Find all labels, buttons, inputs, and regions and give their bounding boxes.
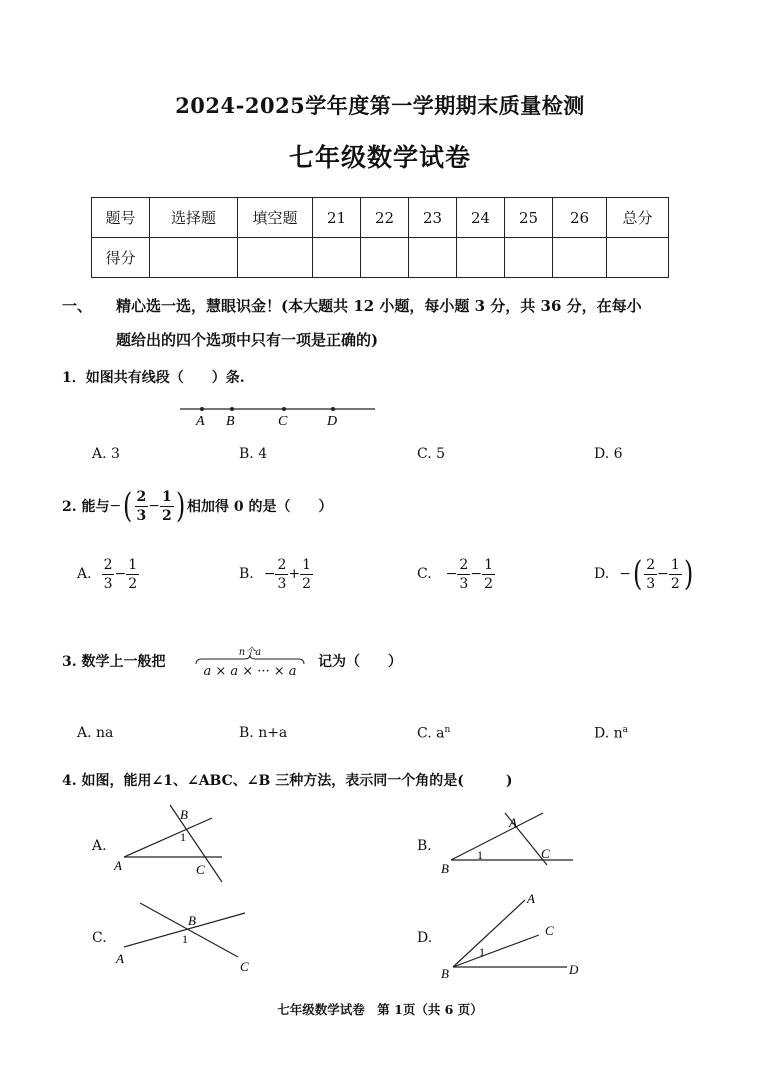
svg-text:A: A (114, 858, 122, 873)
q1-label-a: A (196, 414, 205, 429)
q4-option-a-label[interactable]: A. (92, 838, 107, 854)
score-cell: 26 (553, 198, 607, 238)
q4-option-c-label[interactable]: C. (92, 930, 107, 946)
score-input-cell[interactable] (409, 238, 457, 278)
svg-text:C: C (541, 846, 550, 861)
page-footer: 七年级数学试卷 第 1页（共 6 页） (277, 1002, 483, 1017)
q2-fraction-2-3: $\frac{2}{3}$ (136, 488, 147, 524)
svg-text:B: B (441, 966, 449, 980)
svg-text:A: A (116, 951, 124, 966)
q2-option-b[interactable]: B. − $\frac{2}{3}$ + $\frac{1}{2}$ (239, 556, 312, 592)
svg-text:C: C (545, 923, 554, 938)
q3-option-d[interactable]: D. $n^a$ (594, 725, 629, 742)
q3-suffix: 记为（ ） (318, 654, 402, 670)
q3-option-a[interactable]: A. na (77, 725, 114, 741)
q2-left-paren: ( (123, 486, 133, 526)
score-input-cell[interactable] (361, 238, 409, 278)
score-input-cell[interactable] (553, 238, 607, 278)
q3-option-b[interactable]: B. n+a (239, 725, 288, 741)
section-instruction-line1: 精心选一选，慧眼识金！(本大题共 12 小题，每小题 3 分，共 36 分，在每小 (116, 297, 642, 315)
svg-text:C: C (196, 862, 205, 877)
score-input-cell[interactable] (505, 238, 553, 278)
score-cell: 25 (505, 198, 553, 238)
q3-product-expression: a × a × ··· × a (203, 664, 297, 679)
q2-suffix: 相加得 0 的是（ ） (187, 499, 333, 515)
svg-text:D: D (569, 962, 579, 977)
svg-text:1: 1 (182, 932, 188, 946)
q1-option-d[interactable]: D. 6 (594, 446, 623, 462)
q4-figure-d (435, 888, 585, 980)
score-table-score-row (92, 238, 669, 278)
q2-prefix: 2. 能与 (62, 499, 110, 515)
svg-text:1: 1 (180, 830, 186, 844)
q1-point-d (331, 407, 335, 411)
q3-brace-label: n个a (238, 647, 262, 658)
svg-text:1: 1 (479, 945, 485, 959)
question-2-stem: 2. 能与 − ( $\frac{2}{3}$ − $\frac{1}{2}$ ) 相加得 0 的是（ ） (62, 486, 333, 526)
exam-subtitle: 七年级数学试卷 (288, 143, 471, 172)
q1-point-c (282, 407, 286, 411)
q4-figure-b (435, 805, 580, 877)
q1-point-b (230, 407, 234, 411)
svg-text:B: B (441, 861, 449, 876)
score-input-cell[interactable] (150, 238, 238, 278)
score-input-cell[interactable] (457, 238, 505, 278)
q1-option-c[interactable]: C. 5 (417, 446, 446, 462)
score-cell: 22 (361, 198, 409, 238)
question-4-stem: 4. 如图，能用∠1、∠ABC、∠B 三种方法，表示同一个角的是( ) (62, 773, 513, 789)
score-table (91, 197, 669, 278)
score-cell: 选择题 (150, 198, 238, 238)
score-cell: 填空题 (238, 198, 313, 238)
section-instruction-line2: 题给出的四个选项中只有一项是正确的) (116, 331, 379, 349)
q2-minus-sign: − (109, 498, 122, 514)
q1-option-a[interactable]: A. 3 (92, 446, 120, 462)
q1-segment-figure (175, 400, 380, 430)
svg-text:B: B (180, 807, 188, 822)
q3-option-c[interactable]: C. $a^n$ (417, 725, 451, 742)
score-table-header-row (92, 198, 669, 238)
score-cell: 总分 (607, 198, 669, 238)
section-number: 一、 (62, 297, 93, 315)
q4-figure-a (110, 802, 240, 884)
q1-point-a (200, 407, 204, 411)
q1-option-b[interactable]: B. 4 (239, 446, 268, 462)
svg-text:A: A (509, 815, 517, 830)
q2-option-a[interactable]: A. $\frac{2}{3}$ − $\frac{1}{2}$ (77, 556, 138, 592)
q2-fraction-1-2: $\frac{1}{2}$ (161, 488, 172, 524)
score-input-cell[interactable] (607, 238, 669, 278)
q4-figure-c (110, 895, 255, 977)
q2-right-paren: ) (175, 486, 186, 526)
q3-prefix: 3. 数学上一般把 (62, 654, 166, 670)
q4-option-b-label[interactable]: B. (417, 838, 432, 854)
score-cell: 得分 (92, 238, 150, 278)
q4-option-d-label[interactable]: D. (417, 930, 433, 946)
svg-text:B: B (188, 913, 196, 928)
q2-option-d[interactable]: D. − ( $\frac{2}{3}$ − $\frac{1}{2}$ ) (594, 554, 694, 594)
svg-text:A: A (527, 891, 535, 906)
q1-label-b: B (226, 414, 235, 429)
score-cell: 24 (457, 198, 505, 238)
q2-option-c[interactable]: C. − $\frac{2}{3}$ − $\frac{1}{2}$ (417, 556, 493, 592)
score-input-cell[interactable] (238, 238, 313, 278)
score-cell: 23 (409, 198, 457, 238)
q1-label-d: D (327, 414, 338, 429)
score-cell: 题号 (92, 198, 150, 238)
score-input-cell[interactable] (313, 238, 361, 278)
q1-label-c: C (278, 414, 288, 429)
question-1-stem: 1．如图共有线段（ ）条. (62, 370, 245, 386)
score-cell: 21 (313, 198, 361, 238)
svg-text:C: C (240, 959, 249, 974)
svg-text:1: 1 (477, 848, 483, 862)
exam-title: 2024-2025学年度第一学期期末质量检测 (175, 93, 585, 118)
